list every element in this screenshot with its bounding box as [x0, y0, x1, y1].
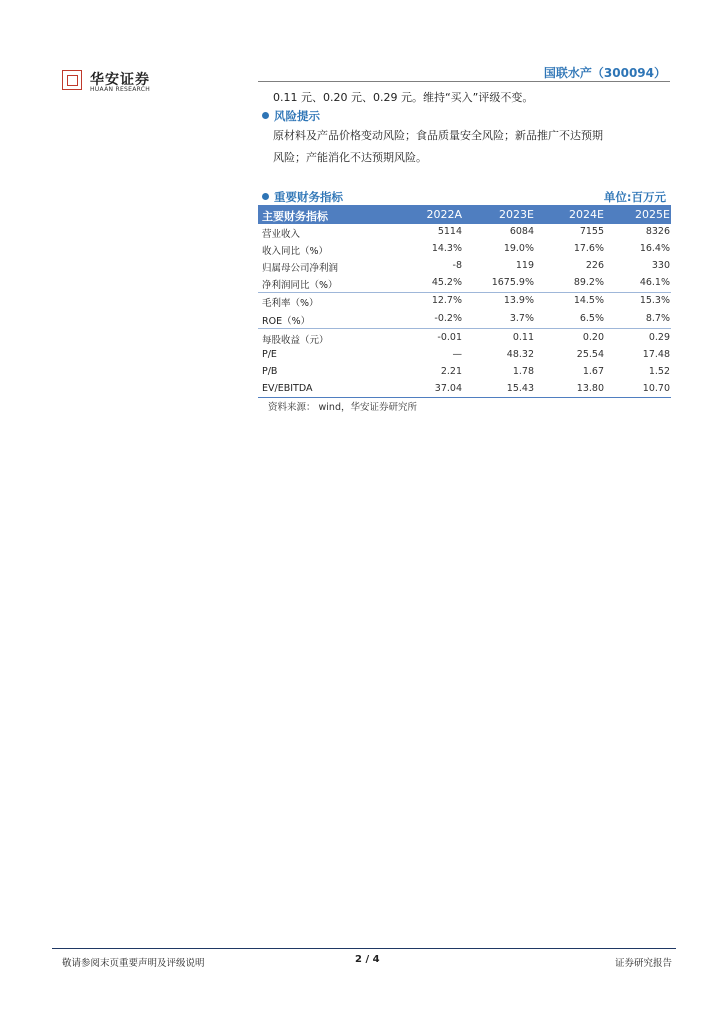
row-label: P/E [262, 349, 277, 360]
table-row [258, 275, 671, 292]
cell: 48.32 [506, 349, 534, 360]
row-label: 营业收入 [262, 229, 301, 240]
cell: 119 [515, 260, 534, 271]
table-row [258, 364, 671, 381]
cell: 1.67 [582, 366, 604, 377]
logo-icon [62, 70, 82, 90]
footer-disclaimer: 敬请参阅末页重要声明及评级说明 [62, 958, 205, 969]
table-row [258, 311, 671, 328]
cell: 0.29 [648, 332, 670, 343]
cell: 13.9% [503, 295, 534, 306]
cell: 15.3% [639, 295, 670, 306]
cell: 6084 [509, 226, 534, 237]
footer-divider [52, 948, 676, 949]
page-number: 2 / 4 [355, 954, 380, 965]
cell: 45.2% [431, 277, 462, 288]
cell: 0.11 [512, 332, 534, 343]
cell: 8326 [645, 226, 670, 237]
cell: 89.2% [573, 277, 604, 288]
cell: — [452, 349, 462, 360]
bullet-icon [262, 112, 269, 119]
table-row [258, 224, 671, 241]
header-cell-2025: 2025E [635, 208, 670, 221]
logo-text: 华安证券 [90, 72, 150, 88]
row-label: EV/EBITDA [262, 383, 313, 394]
unit-label: 单位:百万元 [603, 190, 666, 204]
financials-title-text: 重要财务指标 [274, 190, 343, 204]
cell: 8.7% [645, 313, 670, 324]
footer-doc-type: 证券研究报告 [614, 958, 672, 969]
table-row [258, 258, 671, 275]
header-cell-2022: 2022A [426, 208, 462, 221]
cell: -8 [452, 260, 462, 271]
table-row [258, 241, 671, 258]
header-cell-metric: 主要财务指标 [262, 210, 328, 223]
table-header [258, 205, 671, 224]
bullet-icon [262, 193, 269, 200]
company-title: 国联水产（300094） [543, 66, 666, 80]
header-divider [258, 81, 670, 82]
row-label: 收入同比（%） [262, 246, 329, 257]
row-label: 净利润同比（%） [262, 280, 338, 291]
table-source-note: 资料来源： wind，华安证券研究所 [268, 402, 417, 413]
cell: 14.5% [573, 295, 604, 306]
cell: 226 [585, 260, 604, 271]
cell: 19.0% [503, 243, 534, 254]
table-bottom-rule [258, 397, 671, 398]
intro-line: 0.11 元、0.20 元、0.29 元。维持“买入”评级不变。 [273, 91, 534, 104]
cell: 13.80 [576, 383, 604, 394]
cell: -0.01 [437, 332, 462, 343]
header-cell-2023: 2023E [499, 208, 534, 221]
row-label: ROE（%） [262, 316, 311, 327]
row-label: 毛利率（%） [262, 298, 319, 309]
cell: 12.7% [431, 295, 462, 306]
cell: 1.78 [512, 366, 534, 377]
table-row [258, 330, 671, 347]
cell: 17.6% [573, 243, 604, 254]
cell: 1.52 [648, 366, 670, 377]
cell: 16.4% [639, 243, 670, 254]
logo-subtitle: HUAAN RESEARCH [90, 86, 151, 93]
cell: 15.43 [506, 383, 534, 394]
risk-line-2: 风险；产能消化不达预期风险。 [273, 151, 427, 164]
table-row [258, 347, 671, 364]
cell: 330 [651, 260, 670, 271]
cell: 17.48 [642, 349, 670, 360]
row-divider [258, 328, 671, 329]
cell: 2.21 [440, 366, 462, 377]
table-row [258, 381, 671, 398]
risk-section-title [262, 108, 320, 124]
cell: 14.3% [431, 243, 462, 254]
row-label: 每股收益（元） [262, 335, 329, 346]
risk-title-text: 风险提示 [274, 109, 320, 123]
row-label: 归属母公司净利润 [262, 263, 339, 274]
cell: 6.5% [579, 313, 604, 324]
cell: 37.04 [434, 383, 462, 394]
header-cell-2024: 2024E [569, 208, 604, 221]
financials-section-title [262, 189, 343, 205]
cell: 5114 [437, 226, 462, 237]
cell: -0.2% [434, 313, 462, 324]
cell: 0.20 [582, 332, 604, 343]
row-label: P/B [262, 366, 278, 377]
table-row [258, 293, 671, 310]
cell: 1675.9% [491, 277, 534, 288]
cell: 25.54 [576, 349, 604, 360]
cell: 3.7% [509, 313, 534, 324]
risk-line-1: 原材料及产品价格变动风险；食品质量安全风险；新品推广不达预期 [273, 129, 603, 142]
cell: 46.1% [639, 277, 670, 288]
cell: 10.70 [642, 383, 670, 394]
cell: 7155 [579, 226, 604, 237]
